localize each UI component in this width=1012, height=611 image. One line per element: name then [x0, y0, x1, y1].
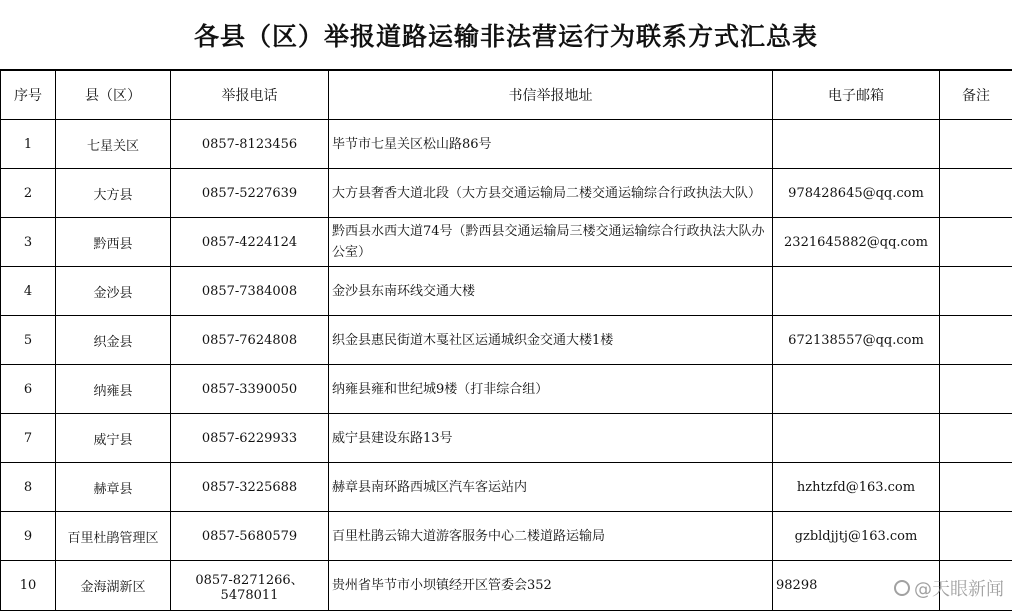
cell-email: 672138557@qq.com — [773, 316, 940, 365]
watermark — [894, 575, 1004, 601]
cell-address: 贵州省毕节市小坝镇经开区管委会352 — [329, 561, 773, 611]
table-header-row — [1, 71, 1012, 120]
cell-note — [940, 316, 1012, 365]
cell-email: gzbldjjtj@163.com — [773, 512, 940, 561]
cell-address: 织金县惠民街道木戛社区运通城织金交通大楼1楼 — [329, 316, 773, 365]
cell-note — [940, 169, 1012, 218]
cell-phone: 0857-3390050 — [171, 365, 329, 414]
cell-seq: 10 — [1, 561, 56, 611]
cell-address: 毕节市七星关区松山路86号 — [329, 120, 773, 169]
header-seq: 序号 — [1, 71, 56, 120]
cell-county: 赫章县 — [56, 463, 171, 512]
cell-phone: 0857-8123456 — [171, 120, 329, 169]
cell-phone: 0857-6229933 — [171, 414, 329, 463]
cell-address: 纳雍县雍和世纪城9楼（打非综合组） — [329, 365, 773, 414]
header-note: 备注 — [940, 71, 1012, 120]
header-address: 书信举报地址 — [329, 71, 773, 120]
cell-county: 七星关区 — [56, 120, 171, 169]
cell-address: 金沙县东南环线交通大楼 — [329, 267, 773, 316]
watermark-text: @天眼新闻 — [914, 575, 1004, 601]
cell-phone: 0857-5680579 — [171, 512, 329, 561]
cell-note — [940, 267, 1012, 316]
cell-phone: 0857-8271266、5478011 — [171, 561, 329, 611]
cell-email: 978428645@qq.com — [773, 169, 940, 218]
cell-note — [940, 120, 1012, 169]
cell-address: 威宁县建设东路13号 — [329, 414, 773, 463]
contact-table — [0, 70, 1012, 611]
header-county: 县（区） — [56, 71, 171, 120]
header-email: 电子邮箱 — [773, 71, 940, 120]
table-row — [1, 414, 1012, 463]
cell-phone: 0857-3225688 — [171, 463, 329, 512]
cell-address: 大方县奢香大道北段（大方县交通运输局二楼交通运输综合行政执法大队） — [329, 169, 773, 218]
table-row — [1, 169, 1012, 218]
table-row — [1, 561, 1012, 611]
page-title: 各县（区）举报道路运输非法营运行为联系方式汇总表 — [0, 0, 1012, 70]
cell-seq: 9 — [1, 512, 56, 561]
cell-email: 2321645882@qq.com — [773, 218, 940, 267]
cell-address: 百里杜鹃云锦大道游客服务中心二楼道路运输局 — [329, 512, 773, 561]
cell-email — [773, 414, 940, 463]
cell-seq: 2 — [1, 169, 56, 218]
cell-note — [940, 414, 1012, 463]
cell-note — [940, 463, 1012, 512]
cell-seq: 3 — [1, 218, 56, 267]
cell-note — [940, 218, 1012, 267]
cell-note — [940, 512, 1012, 561]
weibo-logo-icon — [894, 580, 910, 596]
cell-seq: 1 — [1, 120, 56, 169]
cell-seq: 7 — [1, 414, 56, 463]
cell-county: 金海湖新区 — [56, 561, 171, 611]
cell-seq: 6 — [1, 365, 56, 414]
table-row — [1, 463, 1012, 512]
table-row — [1, 316, 1012, 365]
table-row — [1, 267, 1012, 316]
cell-email — [773, 120, 940, 169]
cell-address: 赫章县南环路西城区汽车客运站内 — [329, 463, 773, 512]
cell-email: 98298 — [773, 561, 940, 611]
cell-county: 威宁县 — [56, 414, 171, 463]
cell-seq: 4 — [1, 267, 56, 316]
cell-county: 大方县 — [56, 169, 171, 218]
cell-county: 纳雍县 — [56, 365, 171, 414]
cell-seq: 8 — [1, 463, 56, 512]
cell-phone: 0857-7384008 — [171, 267, 329, 316]
cell-county: 金沙县 — [56, 267, 171, 316]
cell-email: hzhtzfd@163.com — [773, 463, 940, 512]
table-row — [1, 365, 1012, 414]
table-row — [1, 218, 1012, 267]
cell-county: 百里杜鹃管理区 — [56, 512, 171, 561]
cell-phone: 0857-7624808 — [171, 316, 329, 365]
cell-seq: 5 — [1, 316, 56, 365]
cell-phone: 0857-5227639 — [171, 169, 329, 218]
cell-email — [773, 365, 940, 414]
table-row — [1, 512, 1012, 561]
cell-note — [940, 365, 1012, 414]
table-row — [1, 120, 1012, 169]
cell-county: 织金县 — [56, 316, 171, 365]
cell-email — [773, 267, 940, 316]
header-phone: 举报电话 — [171, 71, 329, 120]
cell-phone: 0857-4224124 — [171, 218, 329, 267]
cell-address: 黔西县水西大道74号（黔西县交通运输局三楼交通运输综合行政执法大队办公室） — [329, 218, 773, 267]
cell-county: 黔西县 — [56, 218, 171, 267]
